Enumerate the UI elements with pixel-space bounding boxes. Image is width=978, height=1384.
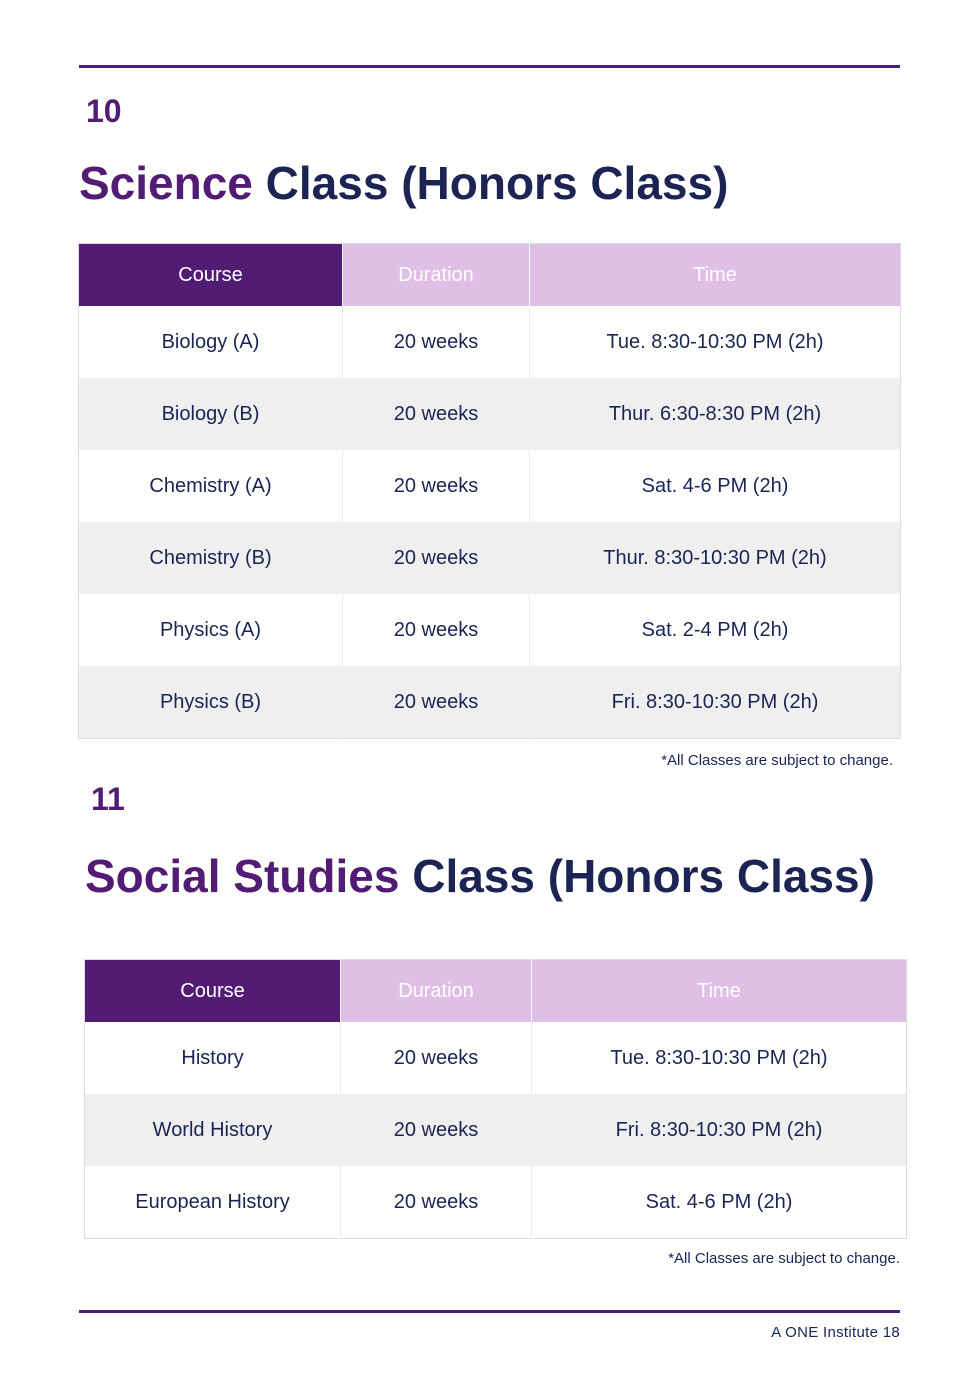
column-header-duration: Duration (341, 960, 532, 1023)
time-cell: Tue. 8:30-10:30 PM (2h) (530, 306, 901, 378)
table-row (85, 1166, 907, 1239)
section-title (79, 157, 729, 209)
table-row (79, 378, 901, 450)
course-cell: Chemistry (B) (79, 522, 343, 594)
column-header-duration: Duration (343, 244, 530, 307)
section-number: 10 (86, 93, 122, 129)
section-title-rest: Class (Honors Class) (252, 157, 729, 209)
duration-cell: 20 weeks (341, 1022, 532, 1094)
duration-cell: 20 weeks (343, 450, 530, 522)
course-cell: Biology (A) (161, 330, 260, 353)
section-title-rest: Class (Honors Class) (399, 850, 875, 902)
duration-cell: 20 weeks (341, 1094, 532, 1166)
disclaimer-note: *All Classes are subject to change. (668, 1250, 900, 1267)
column-header-course: Course (85, 960, 341, 1023)
section-title-accent: Social Studies (85, 850, 400, 902)
time-cell: Fri. 8:30-10:30 PM (2h) (530, 666, 901, 739)
schedule-table (78, 243, 901, 739)
duration-cell: 20 weeks (343, 306, 530, 378)
time-cell: Thur. 6:30-8:30 PM (2h) (530, 378, 901, 450)
top-divider (79, 65, 900, 68)
duration-cell: 20 weeks (343, 522, 530, 594)
column-header-time: Time (532, 960, 907, 1023)
column-header-time: Time (530, 244, 901, 307)
section-number: 11 (91, 781, 125, 817)
course-cell: Biology (B) (79, 378, 343, 450)
course-cell: European History (135, 1190, 290, 1213)
duration-cell: 20 weeks (343, 666, 530, 739)
time-cell: Sat. 4-6 PM (2h) (532, 1166, 907, 1239)
time-cell: Thur. 8:30-10:30 PM (2h) (530, 522, 901, 594)
duration-cell: 20 weeks (343, 378, 530, 450)
time-cell: Fri. 8:30-10:30 PM (2h) (532, 1094, 907, 1166)
course-cell: World History (85, 1094, 341, 1166)
course-cell: History (181, 1046, 244, 1069)
column-header-course: Course (79, 244, 343, 307)
duration-cell: 20 weeks (341, 1166, 532, 1239)
duration-cell: 20 weeks (343, 594, 530, 666)
table-header-row (79, 244, 901, 307)
page-footer: A ONE Institute 18 (771, 1324, 900, 1341)
table-row (79, 522, 901, 594)
time-cell: Sat. 2-4 PM (2h) (530, 594, 901, 666)
table-row (85, 1094, 907, 1166)
section-title (85, 850, 875, 902)
section-title-accent: Science (79, 157, 253, 209)
course-cell: Chemistry (A) (149, 474, 272, 497)
course-cell: Physics (A) (159, 618, 262, 641)
course-cell: Physics (B) (79, 666, 343, 739)
table-row (85, 1022, 907, 1094)
table-row (79, 450, 901, 522)
bottom-divider (79, 1310, 900, 1313)
table-header-row (85, 960, 907, 1023)
disclaimer-note: *All Classes are subject to change. (661, 752, 893, 769)
time-cell: Sat. 4-6 PM (2h) (530, 450, 901, 522)
table-row (79, 306, 901, 378)
table-row (79, 666, 901, 739)
table-row (79, 594, 901, 666)
schedule-table (84, 959, 907, 1239)
time-cell: Tue. 8:30-10:30 PM (2h) (532, 1022, 907, 1094)
